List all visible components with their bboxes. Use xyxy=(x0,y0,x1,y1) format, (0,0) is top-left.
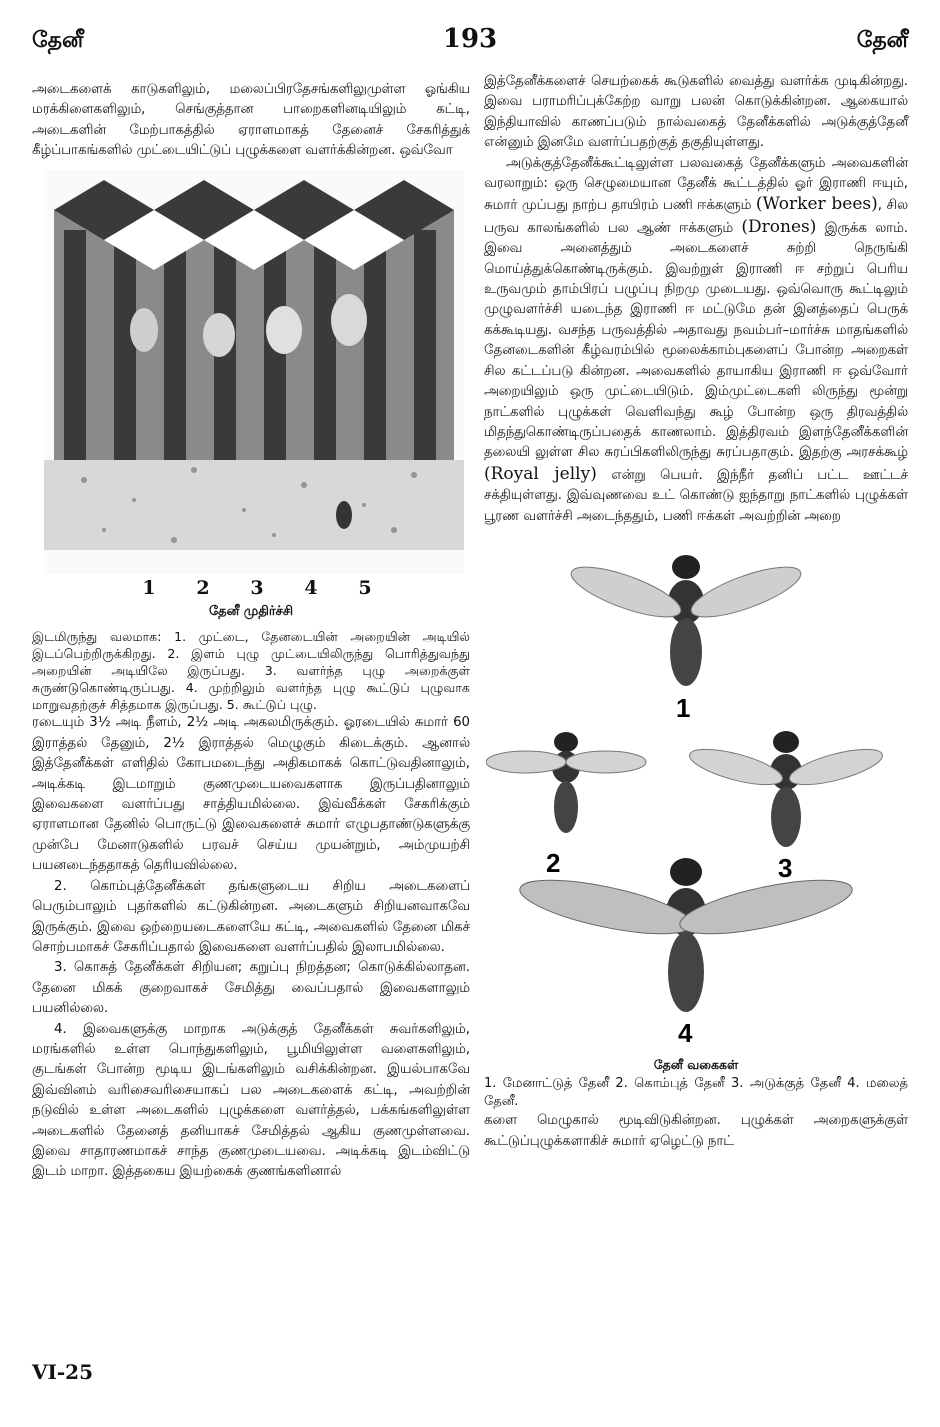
stage-number: 3 xyxy=(250,576,264,599)
paragraph-c: 3. கொசுத் தேனீக்கள் சிறியன; கறுப்பு நிறத்தன; கொடுக்கில்லாதன. தேனை மிகக் குறைவாகச் சேமித்து வைப்பதால் இவைகளாலும் பயனில்லை. xyxy=(32,960,470,1017)
paragraph-a: ரடையும் 3½ அடி நீளம், 2½ அடி அகலமிருக்கும். ஓரடையில் சுமார் 60 இராத்தல் தேனும், 2½ இராத்தல் மெழுகும் கிடைக்கும். ஆனால் இத்தேனீக்கள் எளிதில் கோபமடைந்து அதிகமாகக் கொட்டுவதினாலும், அடிக்கடி இடமாறும் குணமுடையவைகளாக இருப்பதினாலும் இவைகளை வளர்ப்பது சாத்தியமில்லை. இவ்வீக்கள் சேகரிக்கும் ஏராளமான தேனில் பொருட்டு இவைகளைச் சுமார் எழுபதாண்டுகளுக்கு முன்பே மேனாடுகளில் பரவச் செய்ய முயன்றும், அம்முயற்சி பயனடைந்ததாகத் தெரியவில்லை. xyxy=(32,715,470,874)
honeycomb-illustration xyxy=(44,170,464,574)
term-royal-jelly: (Royal jelly) xyxy=(484,463,597,484)
bee-2-illustration xyxy=(486,732,646,878)
figure-caption: இடமிருந்து வலமாக: 1. முட்டை, தேனடையின் அறையின் அடியில் இடப்பெற்றிருக்கிறது. 2. இளம் புழு முட்டையிலிருந்து பொரித்துவந்து அறையின் அடியிலே இருப்பது. 3. வளர்ந்த புழு அறைக்குள் சுருண்டுகொண்டிருப்பது. 4. முற்றிலும் வளர்ந்த புழு கூட்டுப் புழுவாக மாறுவதற்குச் சித்தமாக இருப்பது. 5. கூட்டுப் புழு. xyxy=(32,629,470,713)
bee-types-illustration xyxy=(486,527,906,1047)
paragraph-2-part-c: இருக்க லாம். இவை அனைத்தும் அடைகளைச் சுற்றி நெருங்கி மொய்த்துக்கொண்டிருக்கும். இவற்றுள் இராணி ஈ சற்றுப் பெரிய உருவமும் தாம்பிரப் பழுப்பு நிறமு முடையது. ஒவ்வொரு கூட்டிலும் முழுவளர்ச்சி யடைந்த இராணி ஈ மட்டுமே தன் இனத்தைப் பெருக் கக்கூடியது. வசந்த பருவத்தில் அதாவது நவம்பர்–மார்ச்சு மாதங்களில் தேனடைகளின் கீழ்வரம்பில் மூலைக்காம்புகளைப் போன்ற அறைகள் சில கட்டப்படு கின்றன. அவைகளில் தாயாகிய இராணி ஈ ஒவ்வோர் அறையிலும் ஒரு முட்டையிடும். இம்முட்டைகளி லிருந்து மூன்று நாட்களில் புழுக்கள் வெளிவந்து கூழ் போன்ற ஒரு திரவத்தில் மிதந்துகொண்டிருப்பதைக் காணலாம். இத்திரவம் இளந்தேனீக்களின் தலையி லுள்ள சில சுரப்பிகளிலிருந்து சுரப்பதாகும். இதற்கு அரசக்கூழ் xyxy=(484,220,909,461)
paragraph-3: களை மெழுகால் மூடிவிடுகின்றன. புழுக்கள் அறைகளுக்குள் கூட்டுப்புழுக்களாகிச் சுமார் ஏழெட்டு நாட் xyxy=(484,1113,908,1149)
paragraph-1: இத்தேனீக்களைச் செயற்கைக் கூடுகளில் வைத்து வளர்க்க முடிகின்றது. இவை பராமரிப்புக்கேற்ற வாறு பலன் கொடுக்கின்றன. ஆகையால் இந்தியாவில் காணப்படும் நால்வகைத் தேனீக்களில் அடுக்குத்தேனீ என்னும் இனமே வளர்ப்பதற்குத் தகுதியுள்ளது. xyxy=(484,74,908,151)
stage-number: 5 xyxy=(358,576,372,599)
bee-label: 3 xyxy=(778,852,793,883)
volume-footer: VI-25 xyxy=(32,1360,94,1384)
left-column xyxy=(32,80,470,1183)
bee-types-figure xyxy=(486,527,906,1047)
term-drones: (Drones) xyxy=(741,216,817,237)
running-header-left: தேனீ xyxy=(32,28,84,53)
bee-types-caption: 1. மேனாட்டுத் தேனீ 2. கொம்புத் தேனீ 3. அடுக்குத் தேனீ 4. மலைத் தேனீ. xyxy=(484,1076,908,1110)
right-column xyxy=(484,72,908,1152)
running-header-right: தேனீ xyxy=(856,28,908,53)
paragraph-2-part-b: , சில பருவ காலங்களில் பல ஆண் ஈக்களும் xyxy=(484,198,908,236)
stage-number: 4 xyxy=(304,576,318,599)
bee-types-title: தேனீ வகைகள் xyxy=(653,1056,739,1072)
bee-label: 2 xyxy=(546,847,561,878)
paragraph-b: 2. கொம்புத்தேனீக்கள் தங்களுடைய சிறிய அடைகளைப் பெரும்பாலும் புதர்களில் கட்டுகின்றன. அடைகளும் சிறியனவாகவே இருக்கும். இவை ஒற்றையடைகளையே கட்டி, அவைகளில் தேனை மிகச் சொற்பமாகச் சேகரிப்பதால் இவைகளை வளர்ப்பதில் இலாபமில்லை. xyxy=(32,878,470,955)
page-number: 193 xyxy=(442,24,498,54)
paragraph-2-part-a: அடுக்குத்தேனீக்கூட்டிலுள்ள பலவகைத் தேனீக்களும் அவைகளின் வரலாறும்: ஒரு செழுமையான தேனீக் கூட்டத்தில் ஓர் இராணி ஈயும், சுமார் முப்பது நாற்ப தாயிரம் பணி ஈக்களும் xyxy=(484,155,908,214)
figure-title: தேனீ முதிர்ச்சி xyxy=(208,604,294,620)
bee-4-illustration xyxy=(516,858,856,1047)
figure-stage-numbers xyxy=(122,578,392,598)
bee-development-figure xyxy=(44,170,464,574)
bee-3-illustration xyxy=(686,731,885,883)
stage-number: 2 xyxy=(196,576,210,599)
paragraph-2 xyxy=(484,154,908,527)
bee-label: 4 xyxy=(678,1017,693,1047)
term-worker-bees: (Worker bees) xyxy=(755,194,878,215)
paragraph-d: 4. இவைகளுக்கு மாறாக அடுக்குத் தேனீக்கள் சுவர்களிலும், மரங்களில் உள்ள பொந்துகளிலும், பூமியிலுள்ள வளைகளிலும், குடங்கள் போன்ற மூடிய இடங்களிலும் வசிக்கின்றன. இயல்பாகவே இவ்வினம் வரிசைவரிசையாகப் பல அடைகளைக் கட்டி, அவற்றின் நடுவில் உள்ள அடைகளில் புழுக்களை வளர்த்தல், பக்கங்களிலுள்ள அடைகளில் தேனைத் தனியாகச் சேமித்தல் ஆகிய குணமுள்ளவை. இவை சாதாரணமாகச் சாந்த குணமுடையவை. அடிக்கடி இடம்விட்டு இடம் மாறா. இத்தகைய இயற்கைக் குணங்களினால் xyxy=(32,1021,470,1180)
bee-1-illustration xyxy=(566,555,806,723)
paragraph-2-part-d: என்று பெயர். இந்நீர் தனிப் பட்ட ஊட்டச் சக்தியுள்ளது. இவ்வுணவை உட் கொண்டு ஐந்தாறு நாட்களில் புழுக்கள் பூரண வளர்ச்சி அடைந்ததும், பணி ஈக்கள் அவற்றின் அறை xyxy=(484,467,908,524)
bee-label: 1 xyxy=(676,692,691,723)
paragraph-intro: அடைகளைக் காடுகளிலும், மலைப்பிரதேசங்களிலுமுள்ள ஓங்கிய மரக்கிளைகளிலும், செங்குத்தான பாறைகளினடியிலும் கட்டி, அடைகளின் மேற்பாகத்தில் ஏராளமாகத் தேனைச் சேகரித்துக் கீழ்ப்பாகங்களில் முட்டையிட்டுப் புழுக்களை வளர்க்கின்றன. ஒவ்வோ xyxy=(32,82,470,159)
stage-number: 1 xyxy=(142,576,156,599)
